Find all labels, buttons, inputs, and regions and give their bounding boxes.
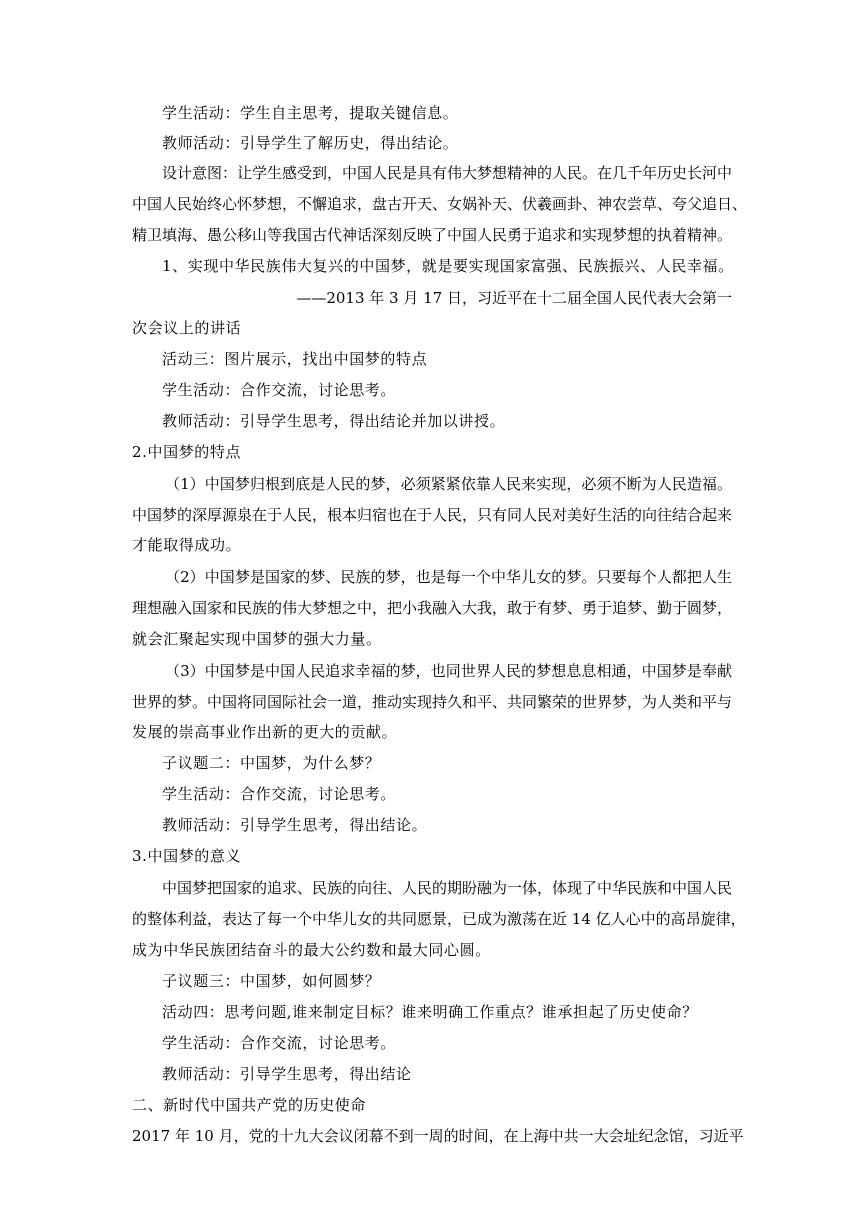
text-line: 理想融入国家和民族的伟大梦想之中，把小我融入大我，敢于有梦、勇于追梦、勤于圆梦，: [132, 599, 733, 617]
text-line: 中国人民始终心怀梦想，不懈追求，盘古开天、女娲补天、伏羲画卦、神农尝草、夸父追日、: [132, 195, 748, 213]
text-line: 教师活动：引导学生了解历史，得出结论。: [162, 134, 459, 152]
text-line: 的整体利益，表达了每一个中华儿女的共同愿景，已成为激荡在近 14 亿人心中的高昂旋律，: [132, 910, 746, 928]
text-line: 2017 年 10 月，党的十九大会议闭幕不到一周的时间，在上海中共一大会址纪念馆，习近平: [132, 1127, 744, 1145]
text-line: 1、实现中华民族伟大复兴的中国梦，就是要实现国家富强、民族振兴、人民幸福。: [162, 257, 734, 275]
text-line: 中国梦的深厚源泉在于人民，根本归宿也在于人民，只有同人民对美好生活的向往结合起来: [132, 506, 733, 524]
section-heading: 3.中国梦的意义: [132, 847, 242, 865]
text-line: ——2013 年 3 月 17 日，习近平在十二届全国人民代表大会第一: [296, 289, 732, 307]
text-line: 学生活动：合作交流，讨论思考。: [162, 785, 397, 803]
text-line: 中国梦把国家的追求、民族的向往、人民的期盼融为一体，体现了中华民族和中国人民: [162, 879, 733, 897]
text-line: 子议题三：中国梦，如何圆梦？: [162, 972, 381, 990]
text-line: （3）中国梦是中国人民追求幸福的梦，也同世界人民的梦想息息相通，中国梦是奉献: [165, 662, 732, 680]
text-line: （1）中国梦归根到底是人民的梦，必须紧紧依靠人民来实现，必须不断为人民造福。: [165, 475, 732, 493]
text-line: 学生活动：学生自主思考，提取关键信息。: [162, 104, 459, 122]
text-line: 设计意图：让学生感受到，中国人民是具有伟大梦想精神的人民。在几千年历史长河中: [162, 164, 733, 182]
section-heading: 二、新时代中国共产党的历史使命: [132, 1096, 367, 1114]
text-line: （2）中国梦是国家的梦、民族的梦，也是每一个中华儿女的梦。只要每个人都把人生: [165, 568, 732, 586]
text-line: 活动四：思考问题,谁来制定目标？谁来明确工作重点？谁承担起了历史使命？: [162, 1003, 698, 1021]
text-line: 世界的梦。中国将同国际社会一道，推动实现持久和平、共同繁荣的世界梦，为人类和平与: [132, 693, 733, 711]
text-line: 学生活动：合作交流，讨论思考。: [162, 1034, 397, 1052]
text-line: 教师活动：引导学生思考，得出结论并加以讲授。: [162, 412, 506, 430]
text-line: 才能取得成功。: [132, 536, 242, 554]
text-line: 精卫填海、愚公移山等我国古代神话深刻反映了中国人民勇于追求和实现梦想的执着精神。: [132, 226, 733, 244]
text-line: 子议题二：中国梦，为什么梦？: [162, 754, 381, 772]
section-heading: 2.中国梦的特点: [132, 443, 242, 461]
text-line: 学生活动：合作交流，讨论思考。: [162, 381, 397, 399]
text-line: 次会议上的讲话: [132, 319, 242, 337]
text-line: 教师活动：引导学生思考，得出结论: [162, 1065, 412, 1083]
text-line: 教师活动：引导学生思考，得出结论。: [162, 816, 428, 834]
text-line: 活动三：图片展示，找出中国梦的特点: [162, 350, 428, 368]
text-line: 就会汇聚起实现中国梦的强大力量。: [132, 630, 382, 648]
text-line: 发展的崇高事业作出新的更大的贡献。: [132, 723, 398, 741]
text-line: 成为中华民族团结奋斗的最大公约数和最大同心圆。: [132, 941, 491, 959]
